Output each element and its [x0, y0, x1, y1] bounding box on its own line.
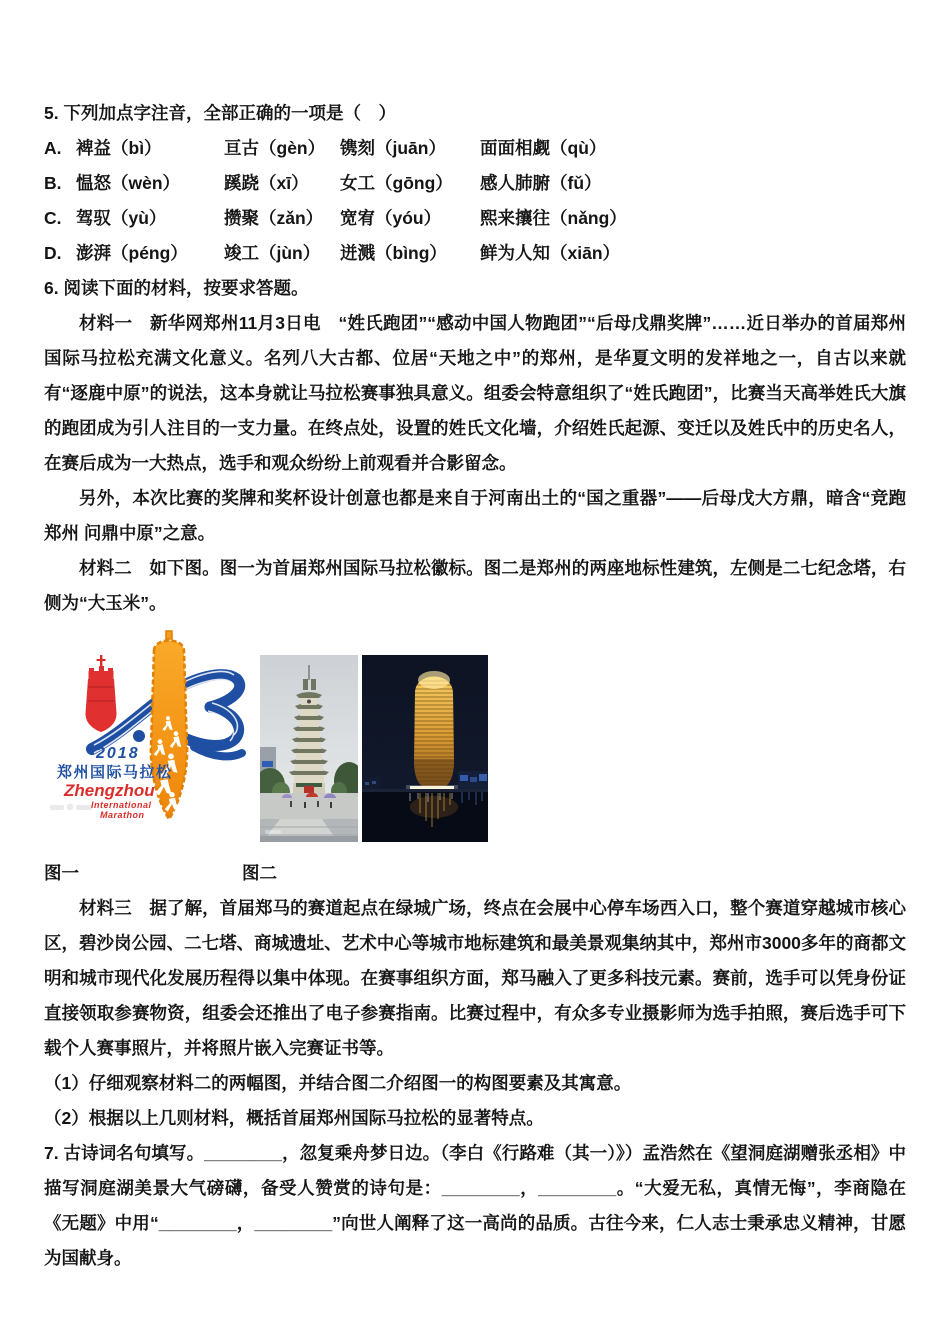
- option-d-word-1: 澎湃（péng）: [76, 243, 188, 263]
- figure-row: [44, 627, 906, 852]
- question-7: 7. 古诗词名句填写。________，忽复乘舟梦日边。（李白《行路难（其一）》）孟浩然在《望洞庭湖赠张丞相》中描写洞庭湖美景大气磅礴，备受人赞赏的诗句是：________，________。“大爱无私，真情无悔”，李商隐在《无题》中用“________，________”向世人阐释了这一高尚的品质。古往今来，仁人志士秉承忠义精神，甘愿为国献身。: [44, 1143, 906, 1268]
- option-c-word-4: 熙来攘往（nǎng）: [480, 208, 627, 228]
- material-two-paragraph: 材料二 如下图。图一为首届郑州国际马拉松徽标。图二是郑州的两座地标性建筑，左侧是二七纪念塔，右侧为“大玉米”。: [44, 558, 906, 613]
- figure-caption-2: 图二: [242, 863, 277, 883]
- logo-english-subtitle-2: Marathon: [100, 810, 145, 820]
- question-6-sub-1: （1）仔细观察材料二的两幅图，并结合图二介绍图一的构图要素及其寓意。: [44, 1073, 632, 1093]
- horizon-line: [362, 789, 488, 792]
- logo-chinese-title: 郑州国际马拉松: [57, 764, 173, 781]
- material-three-paragraph: 材料三 据了解，首届郑马的赛道起点在绿城广场，终点在会展中心停车场西入口，整个赛道穿越城市核心区，碧沙岗公园、二七塔、商城遗址、艺术中心等城市地标建筑和最美景观集纳其中，郑州市3000多年的商都文明和城市现代化发展历程得以集中体现。在赛事组织方面，郑马融入了更多科技元素。赛前，选手可以凭身份证直接领取参赛物资，组委会还推出了电子参赛指南。比赛过程中，有众多专业摄影师为选手拍照，赛后选手可下载个人赛事照片，并将照片嵌入完赛证书等。: [44, 898, 906, 1058]
- figure-captions: [44, 856, 906, 891]
- plaza-crowd: [260, 793, 358, 820]
- option-b-word-1: 愠怒（wèn）: [76, 173, 181, 193]
- red-doorway: [304, 786, 314, 793]
- option-b-word-2: 蹊跷（xī）: [224, 173, 309, 193]
- option-a-label: A.: [44, 138, 62, 158]
- option-d-word-3: 迸溅（bìng）: [340, 243, 447, 263]
- glowing-corn-tower: [412, 671, 456, 786]
- option-a-word-3: 镌刻（juān）: [340, 138, 446, 158]
- option-a-word-2: 亘古（gèn）: [224, 138, 326, 158]
- question-5-number: 5.: [44, 103, 59, 123]
- question-6-number: 6.: [44, 278, 59, 298]
- question-7-number: 7.: [44, 1143, 59, 1163]
- figure-caption-1: 图一: [44, 863, 79, 883]
- photo-watermark: [265, 830, 281, 834]
- material-one-paragraph-2: 另外，本次比赛的奖牌和奖杯设计创意也都是来自于河南出土的“国之重器”——后母戊大方鼎，暗含“竞跑郑州 问鼎中原”之意。: [44, 488, 906, 543]
- option-d-word-4: 鲜为人知（xiān）: [480, 243, 621, 263]
- option-d-label: D.: [44, 243, 62, 263]
- question-6-sub-2: （2）根据以上几则材料，概括首届郑州国际马拉松的显著特点。: [44, 1108, 544, 1128]
- logo-english-title: Zhengzhou: [64, 781, 155, 800]
- material-one-paragraph-1: 材料一 新华网郑州11月3日电 “姓氏跑团”“感动中国人物跑团”“后母戊鼎奖牌”……近日举办的首届郑州国际马拉松充满文化意义。名列八大古都、位居“天地之中”的郑州，是华夏文明的发祥地之一，自古以来就有“逐鹿中原”的说法，这本身就让马拉松赛事独具意义。组委会特意组织了“姓氏跑团”，比赛当天高举姓氏大旗的跑团成为引人注目的一支力量。在终点处，设置的姓氏文化墙，介绍姓氏起源、变迁以及姓氏中的历史名人，在赛后成为一大热点，选手和观众纷纷上前观看并合影留念。: [44, 313, 906, 473]
- paved-foreground: [260, 819, 358, 842]
- question-5-options: [44, 131, 906, 271]
- ribbon-dot: [133, 730, 145, 742]
- option-b-word-4: 感人肺腑（fǔ）: [480, 173, 602, 193]
- option-b-word-3: 女工（gōng）: [340, 173, 453, 193]
- option-a-word-1: 裨益（bì）: [76, 138, 162, 158]
- option-c-label: C.: [44, 208, 62, 228]
- question-6-stem: 6. 阅读下面的材料，按要求答题。: [44, 278, 309, 298]
- erqi-tower-photo: [260, 655, 358, 842]
- marathon-logo-figure: [44, 627, 257, 852]
- corn-tower-photo: [362, 655, 488, 842]
- option-d-word-2: 竣工（jùn）: [224, 243, 321, 263]
- question-5-stem: 5. 下列加点字注音，全部正确的一项是（ ）: [44, 103, 396, 123]
- option-c-word-1: 驾驭（yù）: [76, 208, 167, 228]
- option-b-label: B.: [44, 173, 62, 193]
- tower-clock: [307, 700, 311, 704]
- logo-year-text: 2018: [96, 745, 140, 762]
- option-c-word-2: 攒聚（zǎn）: [224, 208, 324, 228]
- logo-english-subtitle-1: International: [91, 800, 152, 810]
- option-a-word-4: 面面相觑（qù）: [480, 138, 607, 158]
- water-reflections: [362, 792, 488, 842]
- option-c-word-3: 宽宥（yóu）: [340, 208, 442, 228]
